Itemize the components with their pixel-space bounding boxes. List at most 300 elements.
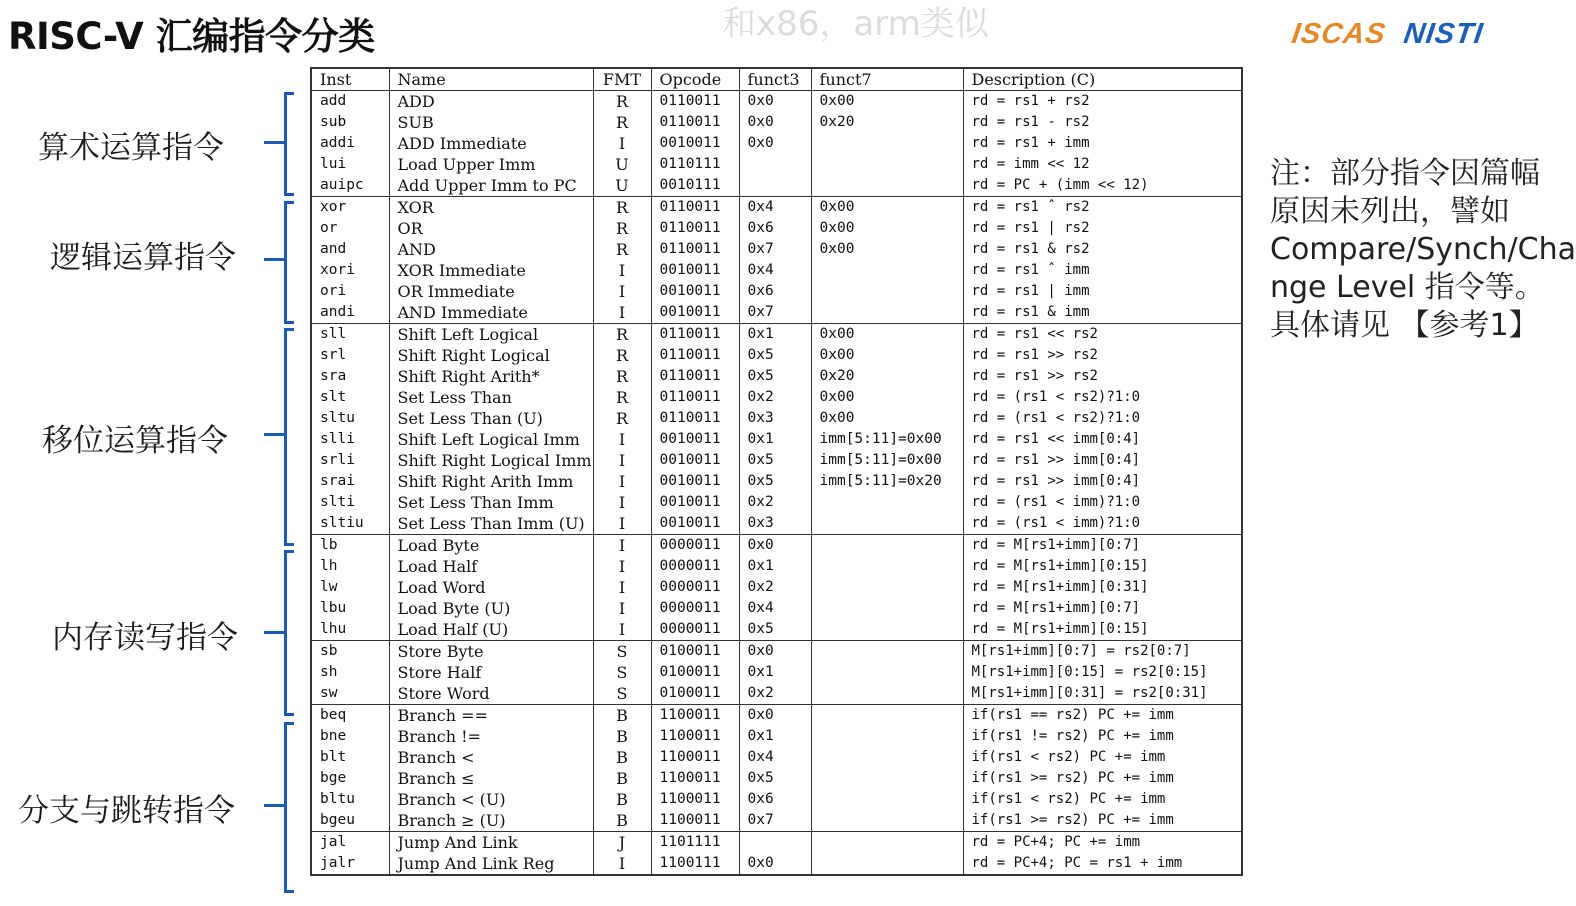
cell-fmt: S xyxy=(593,641,651,663)
cell-funct7 xyxy=(811,619,963,641)
header-opcode: Opcode xyxy=(651,68,739,91)
table-row xyxy=(311,218,1242,239)
cell-inst: lw xyxy=(320,579,338,595)
cell-fmt: I xyxy=(593,492,651,513)
cell-opcode: 0010011 xyxy=(651,450,739,471)
category-bracket-tick xyxy=(264,141,284,144)
cell-funct3: 0x6 xyxy=(739,281,811,302)
cell-funct3 xyxy=(739,154,811,175)
cell-funct3: 0x0 xyxy=(739,133,811,154)
table-row xyxy=(311,810,1242,832)
cell-inst: bne xyxy=(320,728,347,744)
cell-name: Branch != xyxy=(389,726,593,747)
category-label-arithmetic: 算术运算指令 xyxy=(38,130,224,166)
cell-inst: bltu xyxy=(320,791,355,807)
cell-funct7 xyxy=(811,832,963,854)
cell-fmt: I xyxy=(593,513,651,535)
cell-description: rd = rs1 >> rs2 xyxy=(963,345,1242,366)
cell-description: rd = rs1 << imm[0:4] xyxy=(963,429,1242,450)
note-line: 原因未列出，譬如 xyxy=(1270,194,1510,229)
cell-description: rd = PC+4; PC = rs1 + imm xyxy=(963,853,1242,875)
cell-fmt: I xyxy=(593,429,651,450)
cell-funct3 xyxy=(739,175,811,197)
cell-name: Store Half xyxy=(389,662,593,683)
cell-fmt: I xyxy=(593,598,651,619)
cell-inst: bge xyxy=(320,770,347,786)
cell-fmt: B xyxy=(593,705,651,727)
cell-description: rd = M[rs1+imm][0:15] xyxy=(963,556,1242,577)
table-row xyxy=(311,302,1242,324)
cell-inst: sra xyxy=(320,368,347,384)
cell-opcode: 0010011 xyxy=(651,471,739,492)
cell-funct3: 0x0 xyxy=(739,91,811,113)
cell-name: OR Immediate xyxy=(389,281,593,302)
category-bracket xyxy=(284,328,294,546)
table-row xyxy=(311,853,1242,875)
logo-group xyxy=(1289,18,1501,51)
cell-name: Branch < xyxy=(389,747,593,768)
cell-inst: xor xyxy=(320,199,347,215)
cell-description: rd = imm << 12 xyxy=(963,154,1242,175)
cell-opcode: 0100011 xyxy=(651,641,739,663)
cell-name: Shift Right Logical Imm xyxy=(389,450,593,471)
cell-funct3: 0x4 xyxy=(739,197,811,219)
cell-inst: or xyxy=(320,220,338,236)
cell-description: rd = (rs1 < imm)?1:0 xyxy=(963,513,1242,535)
table-row xyxy=(311,513,1242,535)
category-label-branch: 分支与跳转指令 xyxy=(18,793,235,829)
note-line: nge Level 指令等。 xyxy=(1270,270,1545,305)
cell-funct7 xyxy=(811,641,963,663)
cell-funct7 xyxy=(811,535,963,557)
table-header-row xyxy=(311,68,1242,91)
cell-funct3: 0x1 xyxy=(739,556,811,577)
cell-funct3: 0x4 xyxy=(739,598,811,619)
cell-funct7 xyxy=(811,492,963,513)
cell-inst: lbu xyxy=(320,600,347,616)
cell-fmt: I xyxy=(593,281,651,302)
iscas-logo: ISCAS xyxy=(1289,18,1388,50)
cell-funct7 xyxy=(811,598,963,619)
cell-funct3: 0x5 xyxy=(739,768,811,789)
cell-funct7: imm[5:11]=0x00 xyxy=(811,450,963,471)
table-row xyxy=(311,387,1242,408)
cell-opcode: 0110111 xyxy=(651,154,739,175)
cell-inst: add xyxy=(320,93,347,109)
table-row xyxy=(311,705,1242,727)
table-row xyxy=(311,239,1242,260)
category-bracket xyxy=(284,550,294,716)
table-row xyxy=(311,91,1242,113)
cell-fmt: I xyxy=(593,133,651,154)
cell-opcode: 0110011 xyxy=(651,239,739,260)
cell-funct7 xyxy=(811,577,963,598)
cell-fmt: I xyxy=(593,619,651,641)
cell-inst: auipc xyxy=(311,175,389,197)
cell-name: Load Half xyxy=(389,556,593,577)
cell-funct7 xyxy=(811,281,963,302)
cell-funct7: 0x20 xyxy=(811,112,963,133)
cell-description: rd = rs1 >> rs2 xyxy=(963,366,1242,387)
table-row xyxy=(311,324,1242,346)
cell-fmt: R xyxy=(593,91,651,113)
cell-inst: srli xyxy=(320,452,355,468)
cell-name: AND Immediate xyxy=(389,302,593,324)
instruction-table xyxy=(310,67,1243,876)
cell-name: Branch ≤ xyxy=(389,768,593,789)
table-row xyxy=(311,429,1242,450)
cell-opcode: 0110011 xyxy=(651,345,739,366)
cell-fmt: R xyxy=(593,345,651,366)
table-row xyxy=(311,832,1242,854)
cell-opcode: 0110011 xyxy=(651,366,739,387)
cell-description: rd = rs1 | rs2 xyxy=(963,218,1242,239)
table-row xyxy=(311,577,1242,598)
cell-funct3 xyxy=(739,832,811,854)
cell-opcode: 0100011 xyxy=(651,662,739,683)
cell-opcode: 1100011 xyxy=(651,747,739,768)
cell-funct7 xyxy=(811,683,963,705)
cell-description: if(rs1 < rs2) PC += imm xyxy=(963,747,1242,768)
cell-description: rd = M[rs1+imm][0:31] xyxy=(963,577,1242,598)
table-row xyxy=(311,747,1242,768)
cell-opcode: 0100011 xyxy=(651,683,739,705)
cell-inst: addi xyxy=(320,135,355,151)
cell-fmt: B xyxy=(593,726,651,747)
cell-fmt: R xyxy=(593,197,651,219)
table-row xyxy=(311,450,1242,471)
cell-funct7 xyxy=(811,789,963,810)
cell-opcode: 0000011 xyxy=(651,598,739,619)
table-row xyxy=(311,281,1242,302)
cell-description: if(rs1 >= rs2) PC += imm xyxy=(963,810,1242,832)
cell-description: rd = rs1 & rs2 xyxy=(963,239,1242,260)
table-row xyxy=(311,197,1242,219)
header-name: Name xyxy=(389,68,593,91)
cell-funct3: 0x5 xyxy=(739,619,811,641)
cell-opcode: 0000011 xyxy=(651,577,739,598)
cell-inst: slli xyxy=(320,431,355,447)
cell-funct7 xyxy=(811,726,963,747)
category-label-shift: 移位运算指令 xyxy=(42,423,228,459)
cell-description: M[rs1+imm][0:15] = rs2[0:15] xyxy=(963,662,1242,683)
cell-funct7 xyxy=(811,662,963,683)
cell-funct3: 0x6 xyxy=(739,218,811,239)
table-row xyxy=(311,662,1242,683)
cell-funct7 xyxy=(811,260,963,281)
table-row xyxy=(311,726,1242,747)
cell-inst: slt xyxy=(320,389,347,405)
cell-name: AND xyxy=(389,239,593,260)
cell-funct7: 0x00 xyxy=(811,239,963,260)
cell-funct3: 0x6 xyxy=(739,789,811,810)
cell-inst: jalr xyxy=(320,855,355,871)
cell-funct3: 0x3 xyxy=(739,408,811,429)
header-funct7: funct7 xyxy=(811,68,963,91)
table-row xyxy=(311,345,1242,366)
cell-inst: srai xyxy=(320,473,355,489)
table-row xyxy=(311,366,1242,387)
cell-opcode: 0000011 xyxy=(651,556,739,577)
cell-opcode: 0010011 xyxy=(651,281,739,302)
cell-inst: bgeu xyxy=(311,810,389,832)
cell-funct7 xyxy=(811,513,963,535)
cell-opcode: 0010011 xyxy=(651,260,739,281)
cell-inst: lui xyxy=(320,156,347,172)
cell-funct3: 0x2 xyxy=(739,577,811,598)
cell-inst: sub xyxy=(320,114,347,130)
cell-description: rd = rs1 >> imm[0:4] xyxy=(963,471,1242,492)
cell-funct7: 0x00 xyxy=(811,197,963,219)
cell-funct7 xyxy=(811,175,963,197)
cell-fmt: I xyxy=(593,471,651,492)
table-row xyxy=(311,175,1242,197)
cell-fmt: R xyxy=(593,366,651,387)
table-row xyxy=(311,154,1242,175)
cell-description: rd = rs1 - rs2 xyxy=(963,112,1242,133)
cell-fmt: U xyxy=(593,154,651,175)
cell-funct3: 0x1 xyxy=(739,429,811,450)
cell-name: Shift Left Logical xyxy=(389,324,593,346)
cell-description: rd = rs1 ˆ imm xyxy=(963,260,1242,281)
table-row xyxy=(311,260,1242,281)
cell-funct3: 0x5 xyxy=(739,345,811,366)
cell-inst: sw xyxy=(311,683,389,705)
cell-name: Shift Right Arith* xyxy=(389,366,593,387)
cell-opcode: 0110011 xyxy=(651,112,739,133)
cell-funct7 xyxy=(811,133,963,154)
cell-name: Branch < (U) xyxy=(389,789,593,810)
cell-funct7 xyxy=(811,810,963,832)
cell-fmt: I xyxy=(593,556,651,577)
cell-funct7: imm[5:11]=0x00 xyxy=(811,429,963,450)
cell-name: Load Word xyxy=(389,577,593,598)
cell-description: rd = M[rs1+imm][0:7] xyxy=(963,598,1242,619)
cell-fmt: R xyxy=(593,218,651,239)
header-fmt: FMT xyxy=(593,68,651,91)
cell-opcode: 0110011 xyxy=(651,387,739,408)
cell-name: XOR xyxy=(389,197,593,219)
cell-name: ADD xyxy=(389,91,593,113)
cell-opcode: 0010011 xyxy=(651,302,739,324)
cell-inst: srl xyxy=(320,347,347,363)
cell-description: rd = rs1 >> imm[0:4] xyxy=(963,450,1242,471)
cell-description: rd = rs1 ˆ rs2 xyxy=(963,197,1242,219)
cell-fmt: R xyxy=(593,324,651,346)
side-note xyxy=(1270,155,1576,345)
cell-inst: lb xyxy=(320,537,338,553)
table-row xyxy=(311,619,1242,641)
category-bracket-tick xyxy=(264,804,284,807)
table-row xyxy=(311,133,1242,154)
cell-description: rd = M[rs1+imm][0:7] xyxy=(963,535,1242,557)
slide-title: RISC-V 汇编指令分类 xyxy=(8,15,375,58)
cell-fmt: J xyxy=(593,832,651,854)
cell-description: if(rs1 != rs2) PC += imm xyxy=(963,726,1242,747)
cell-fmt: I xyxy=(593,577,651,598)
cell-funct3: 0x7 xyxy=(739,239,811,260)
cell-name: SUB xyxy=(389,112,593,133)
cell-inst: xori xyxy=(320,262,355,278)
cell-funct3: 0x0 xyxy=(739,641,811,663)
cell-fmt: I xyxy=(593,260,651,281)
cell-name: ADD Immediate xyxy=(389,133,593,154)
cell-description: rd = PC + (imm << 12) xyxy=(963,175,1242,197)
cell-fmt: I xyxy=(593,853,651,875)
cell-inst: andi xyxy=(311,302,389,324)
cell-description: if(rs1 >= rs2) PC += imm xyxy=(963,768,1242,789)
cell-funct7 xyxy=(811,302,963,324)
cell-fmt: B xyxy=(593,747,651,768)
nisti-logo: NISTI xyxy=(1401,18,1486,50)
cell-funct3: 0x5 xyxy=(739,366,811,387)
category-bracket xyxy=(284,201,294,324)
cell-inst: ori xyxy=(320,283,347,299)
header-funct3: funct3 xyxy=(739,68,811,91)
cell-fmt: R xyxy=(593,408,651,429)
cell-funct7 xyxy=(811,853,963,875)
cell-opcode: 1100011 xyxy=(651,705,739,727)
cell-fmt: U xyxy=(593,175,651,197)
cell-name: Jump And Link Reg xyxy=(389,853,593,875)
cell-opcode: 0000011 xyxy=(651,619,739,641)
category-bracket xyxy=(284,722,294,893)
cell-name: Set Less Than xyxy=(389,387,593,408)
cell-fmt: R xyxy=(593,112,651,133)
cell-fmt: R xyxy=(593,387,651,408)
cell-description: rd = PC+4; PC += imm xyxy=(963,832,1242,854)
table-row xyxy=(311,471,1242,492)
cell-description: if(rs1 == rs2) PC += imm xyxy=(963,705,1242,727)
cell-opcode: 1100011 xyxy=(651,810,739,832)
cell-name: Add Upper Imm to PC xyxy=(389,175,593,197)
cell-funct7: 0x20 xyxy=(811,366,963,387)
cell-funct3: 0x5 xyxy=(739,471,811,492)
watermark-text: 和x86，arm类似 xyxy=(722,4,989,44)
cell-inst: sh xyxy=(320,664,338,680)
cell-funct7: 0x00 xyxy=(811,218,963,239)
cell-opcode: 0010011 xyxy=(651,492,739,513)
cell-funct7: 0x00 xyxy=(811,408,963,429)
cell-opcode: 1100011 xyxy=(651,789,739,810)
cell-opcode: 0000011 xyxy=(651,535,739,557)
cell-inst: lhu xyxy=(311,619,389,641)
cell-description: rd = rs1 & imm xyxy=(963,302,1242,324)
note-line: 注：部分指令因篇幅 xyxy=(1270,156,1540,191)
cell-name: Set Less Than Imm xyxy=(389,492,593,513)
category-bracket-tick xyxy=(264,258,284,261)
cell-opcode: 0010111 xyxy=(651,175,739,197)
cell-name: Load Byte xyxy=(389,535,593,557)
cell-funct3: 0x1 xyxy=(739,662,811,683)
cell-funct3: 0x1 xyxy=(739,324,811,346)
cell-name: Shift Right Arith Imm xyxy=(389,471,593,492)
cell-funct7 xyxy=(811,556,963,577)
cell-funct3: 0x4 xyxy=(739,260,811,281)
cell-inst: sb xyxy=(320,643,338,659)
cell-name: Load Byte (U) xyxy=(389,598,593,619)
table-row xyxy=(311,641,1242,663)
cell-funct3: 0x7 xyxy=(739,810,811,832)
cell-fmt: I xyxy=(593,302,651,324)
category-label-memory: 内存读写指令 xyxy=(52,620,238,656)
cell-name: Branch == xyxy=(389,705,593,727)
cell-description: M[rs1+imm][0:7] = rs2[0:7] xyxy=(963,641,1242,663)
table-row xyxy=(311,768,1242,789)
table-row xyxy=(311,683,1242,705)
category-label-logic: 逻辑运算指令 xyxy=(50,240,236,276)
cell-name: Set Less Than (U) xyxy=(389,408,593,429)
cell-description: if(rs1 < rs2) PC += imm xyxy=(963,789,1242,810)
cell-opcode: 0110011 xyxy=(651,91,739,113)
cell-name: OR xyxy=(389,218,593,239)
cell-fmt: I xyxy=(593,535,651,557)
cell-funct3: 0x5 xyxy=(739,450,811,471)
table-row xyxy=(311,556,1242,577)
cell-name: Shift Right Logical xyxy=(389,345,593,366)
cell-inst: slti xyxy=(320,494,355,510)
cell-funct7 xyxy=(811,747,963,768)
cell-inst: sltiu xyxy=(311,513,389,535)
cell-description: rd = rs1 << rs2 xyxy=(963,324,1242,346)
cell-inst: jal xyxy=(320,834,347,850)
cell-opcode: 0110011 xyxy=(651,197,739,219)
cell-description: rd = (rs1 < rs2)?1:0 xyxy=(963,387,1242,408)
cell-funct3: 0x0 xyxy=(739,535,811,557)
cell-name: Store Word xyxy=(389,683,593,705)
cell-fmt: R xyxy=(593,239,651,260)
cell-funct3: 0x2 xyxy=(739,492,811,513)
cell-funct7: 0x00 xyxy=(811,91,963,113)
cell-description: M[rs1+imm][0:31] = rs2[0:31] xyxy=(963,683,1242,705)
cell-inst: beq xyxy=(320,707,347,723)
cell-description: rd = M[rs1+imm][0:15] xyxy=(963,619,1242,641)
cell-funct3: 0x0 xyxy=(739,112,811,133)
cell-funct3: 0x0 xyxy=(739,853,811,875)
cell-fmt: B xyxy=(593,810,651,832)
cell-inst: lh xyxy=(320,558,338,574)
cell-funct3: 0x7 xyxy=(739,302,811,324)
cell-inst: and xyxy=(320,241,347,257)
table-body xyxy=(311,91,1242,876)
cell-name: Branch ≥ (U) xyxy=(389,810,593,832)
cell-funct7 xyxy=(811,705,963,727)
cell-funct7: imm[5:11]=0x20 xyxy=(811,471,963,492)
cell-opcode: 1100011 xyxy=(651,768,739,789)
cell-funct7 xyxy=(811,768,963,789)
cell-name: XOR Immediate xyxy=(389,260,593,281)
cell-opcode: 0010011 xyxy=(651,429,739,450)
cell-opcode: 1101111 xyxy=(651,832,739,854)
cell-funct7: 0x00 xyxy=(811,324,963,346)
cell-funct7: 0x00 xyxy=(811,345,963,366)
table-row xyxy=(311,408,1242,429)
cell-funct3: 0x2 xyxy=(739,683,811,705)
cell-description: rd = rs1 + imm xyxy=(963,133,1242,154)
cell-opcode: 0010011 xyxy=(651,133,739,154)
cell-opcode: 0110011 xyxy=(651,408,739,429)
table-row xyxy=(311,112,1242,133)
category-bracket-tick xyxy=(264,631,284,634)
cell-name: Load Upper Imm xyxy=(389,154,593,175)
cell-opcode: 1100011 xyxy=(651,726,739,747)
table-row xyxy=(311,598,1242,619)
cell-funct3: 0x4 xyxy=(739,747,811,768)
cell-name: Shift Left Logical Imm xyxy=(389,429,593,450)
table-row xyxy=(311,789,1242,810)
cell-fmt: S xyxy=(593,662,651,683)
note-line: 具体请见 【参考1】 xyxy=(1270,308,1539,343)
